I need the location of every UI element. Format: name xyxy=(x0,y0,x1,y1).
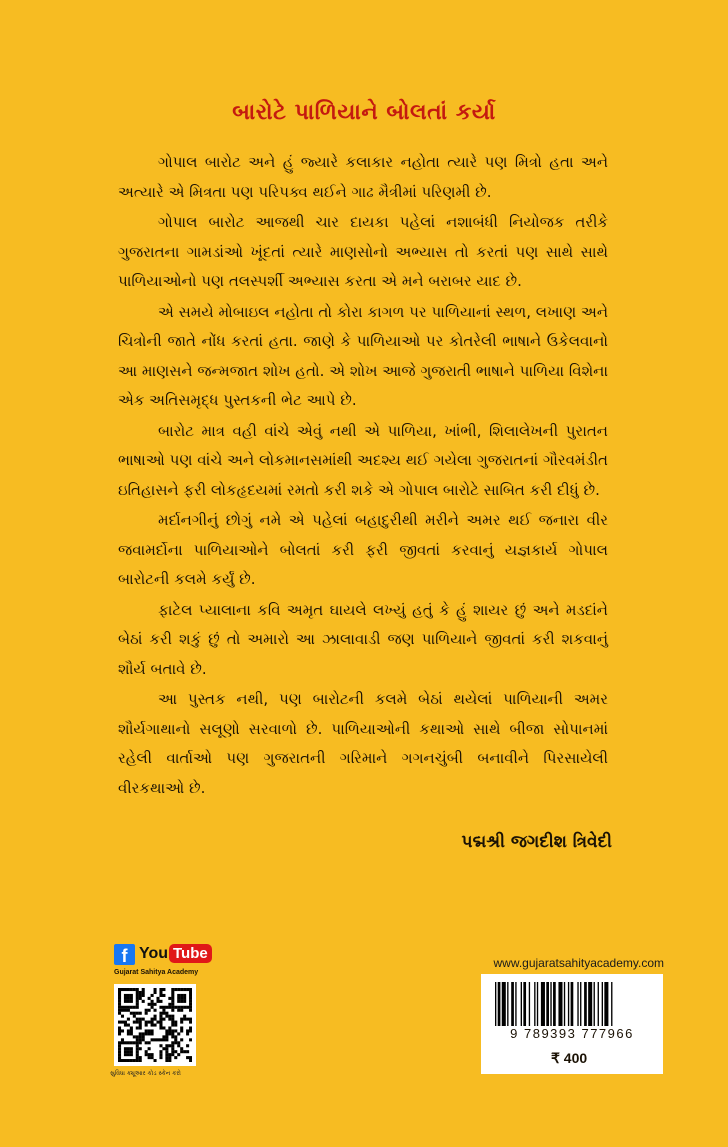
paragraph: ગોપાલ બારોટ આજથી ચાર દાયકા પહેલાં નશાબંધી નિયોજક તરીકે ગુજરાતના ગામડાંઓ ખૂંદતાં ત્યારે માણસોનો અભ્યાસ તો કરતાં પણ સાથે સાથે પાળિયાઓનો પણ તલસ્પર્શી અભ્યાસ કરતા એ મને બરાબર યાદ છે. xyxy=(118,213,608,290)
isbn-number: 9 789393 777966 xyxy=(510,1026,634,1041)
youtube-tube-label[interactable]: Tube xyxy=(169,944,212,963)
author-signature: પદ્મશ્રી જગદીશ ત્રિવેદી xyxy=(461,832,612,852)
paragraph: ફાટેલ પ્યાલાના કવિ અમૃત ઘાયલે લખ્યું હતું કે હું શાયર છું અને મડદાંને બેઠાં કરી શકું છું તો અમારો આ ઝાલાવાડી જણ પાળિયાને જીવતાં કરી શકવાનું શૌર્ય બતાવે છે. xyxy=(118,600,608,678)
qr-caption: સુવિધા ક્યૂઆર કોડ સ્કેન કરો xyxy=(110,1070,181,1077)
qr-code-icon xyxy=(118,988,192,1062)
website-url[interactable]: www.gujaratsahityacademy.com xyxy=(493,956,664,970)
paragraph: એ સમયે મોબાઇલ નહોતા તો કોરા કાગળ પર પાળિયાનાં સ્થળ, લખાણ અને ચિત્રોની જાતે નોંધ કરતાં હતા. જાણે કે પાળિયાઓ પર કોતરેલી ભાષાને ઉકેલવાનો આ માણસને જન્મજાત શોખ હતો. એ શોખ આજે ગુજરાતી ભાષાને પાળિયા વિશેના એક અતિસમૃદ્ધ પુસ્તકની ભેટ આપે છે. xyxy=(118,302,608,409)
cover-title: બારોટે પાળિયાને બોલતાં કર્યા xyxy=(232,100,496,125)
paragraph: ગોપાલ બારોટ અને હું જ્યારે કલાકાર નહોતા ત્યારે પણ મિત્રો હતા અને અત્યારે એ મિત્રતા પણ પરિપક્વ થઈને ગાઢ મૈત્રીમાં પરિણમી છે. xyxy=(118,153,608,201)
youtube-icon[interactable]: You xyxy=(139,945,169,962)
price: ₹ 400 xyxy=(551,1050,588,1066)
qr-code[interactable] xyxy=(114,984,196,1066)
facebook-icon[interactable]: f xyxy=(114,944,135,965)
barcode-icon xyxy=(495,982,649,1026)
paragraph: મર્દાનગીનું છોગું નમે એ પહેલાં બહાદુરીથી મરીને અમર થઈ જનારા વીર જવામર્દોના પાળિયાઓને બોલતાં કરી ફરી જીવતાં કરવાનું યજ્ઞકાર્ય ગોપાલ બારોટની કલમે કર્યું છે. xyxy=(118,511,608,588)
foreword-text xyxy=(118,148,608,804)
barcode xyxy=(481,974,663,1074)
paragraph: આ પુસ્તક નથી, પણ બારોટની કલમે બેઠાં થયેલાં પાળિયાની અમર શૌર્યગાથાનો સલૂણો સરવાળો છે. પાળિયાઓની કથાઓ સાથે બીજા સોપાનમાં રહેલી વાર્તાઓ પણ ગુજરાતની ગરિમાને ગગનચુંબી બનાવીને પિરસાયેલી વીરકથાઓ છે. xyxy=(118,690,608,797)
paragraph: બારોટ માત્ર વહી વાંચે એવું નથી એ પાળિયા, ખાંભી, શિલાલેખની પુરાતન ભાષાઓ પણ વાંચે અને લોકમાનસમાંથી અદશ્ય થઈ ગયેલા ગુજરાતનાં ગૌરવમંડીત ઇતિહાસને ફરી લોકહૃદયમાં રમતો કરી શકે એ ગોપાલ બારોટે સાબિત કરી દીધું છે. xyxy=(118,421,608,499)
academy-name: Gujarat Sahitya Academy xyxy=(114,969,199,976)
